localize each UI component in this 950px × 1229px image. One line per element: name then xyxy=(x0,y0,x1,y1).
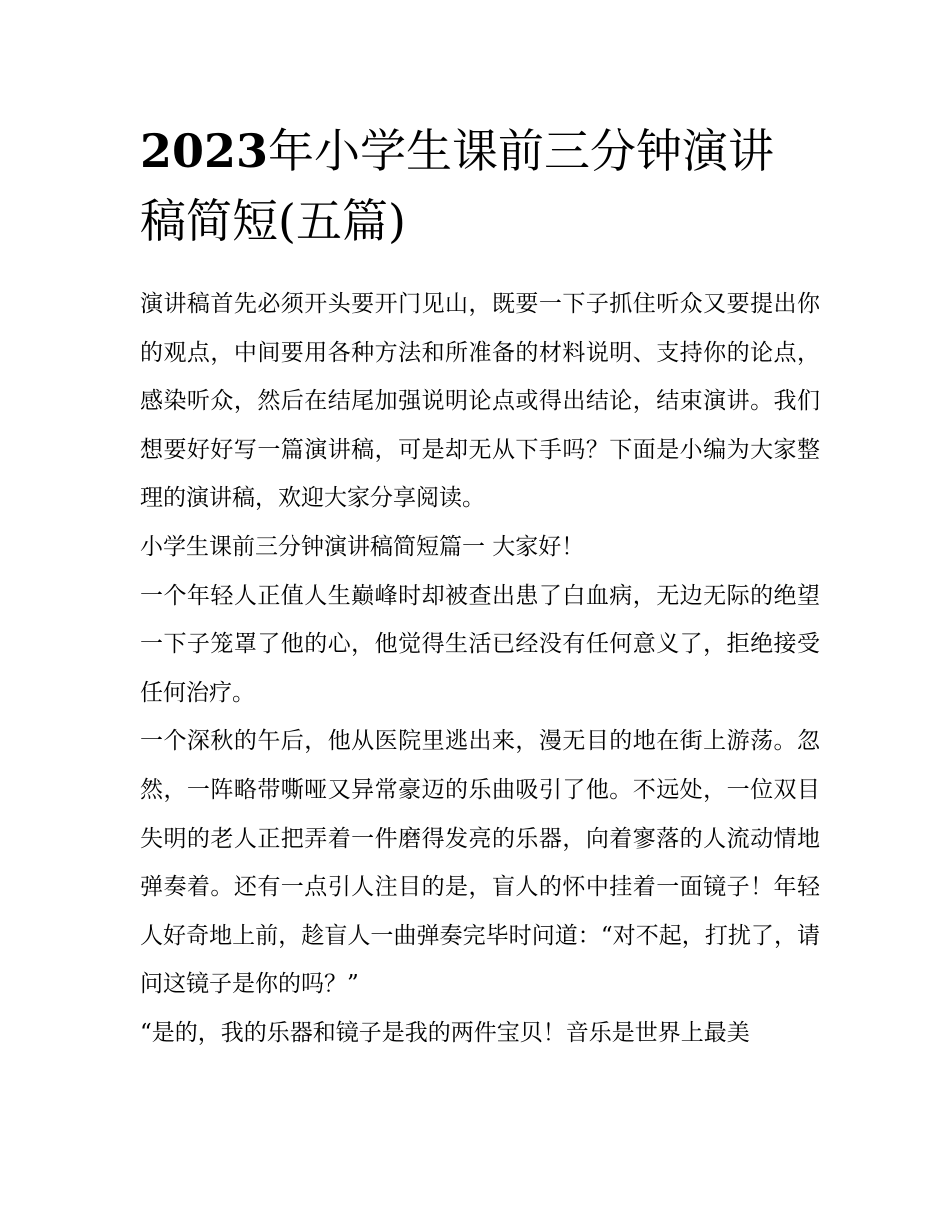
paragraph-story-1: 一个年轻人正值人生巅峰时却被查出患了白血病，无边无际的绝望一下子笼罩了他的心，他觉得生活已经没有任何意义了，拒绝接受任何治疗。 xyxy=(140,582,820,706)
paragraph-intro: 演讲稿首先必须开头要开门见山，既要一下子抓住听众又要提出你的观点，中间要用各种方法和所准备的材料说明、支持你的论点，感染听众，然后在结尾加强说明论点或得出结论，结束演讲。我们想要好好写一篇演讲稿，可是却无从下手吗？下面是小编为大家整理的演讲稿，欢迎大家分享阅读。 xyxy=(140,291,820,512)
document-body xyxy=(140,280,820,1058)
title-text: 年小学生课前三分钟演讲稿简短(五篇) xyxy=(140,124,775,248)
paragraph-section-heading: 小学生课前三分钟演讲稿简短篇一 大家好！ xyxy=(140,533,585,560)
paragraph-story-3: “是的，我的乐器和镜子是我的两件宝贝！音乐是世界上最美 xyxy=(140,1019,750,1046)
title-year: 2023 xyxy=(140,124,269,178)
document-title xyxy=(140,116,820,256)
paragraph-story-2: 一个深秋的午后，他从医院里逃出来，漫无目的地在街上游荡。忽然，一阵略带嘶哑又异常豪迈的乐曲吸引了他。不远处，一位双目失明的老人正把弄着一件磨得发亮的乐器，向着寥落的人流动情地弹奏着。还有一点引人注目的是，盲人的怀中挂着一面镜子！年轻人好奇地上前，趁盲人一曲弹奏完毕时问道：“对不起，打扰了，请问这镜子是你的吗？” xyxy=(140,728,820,998)
